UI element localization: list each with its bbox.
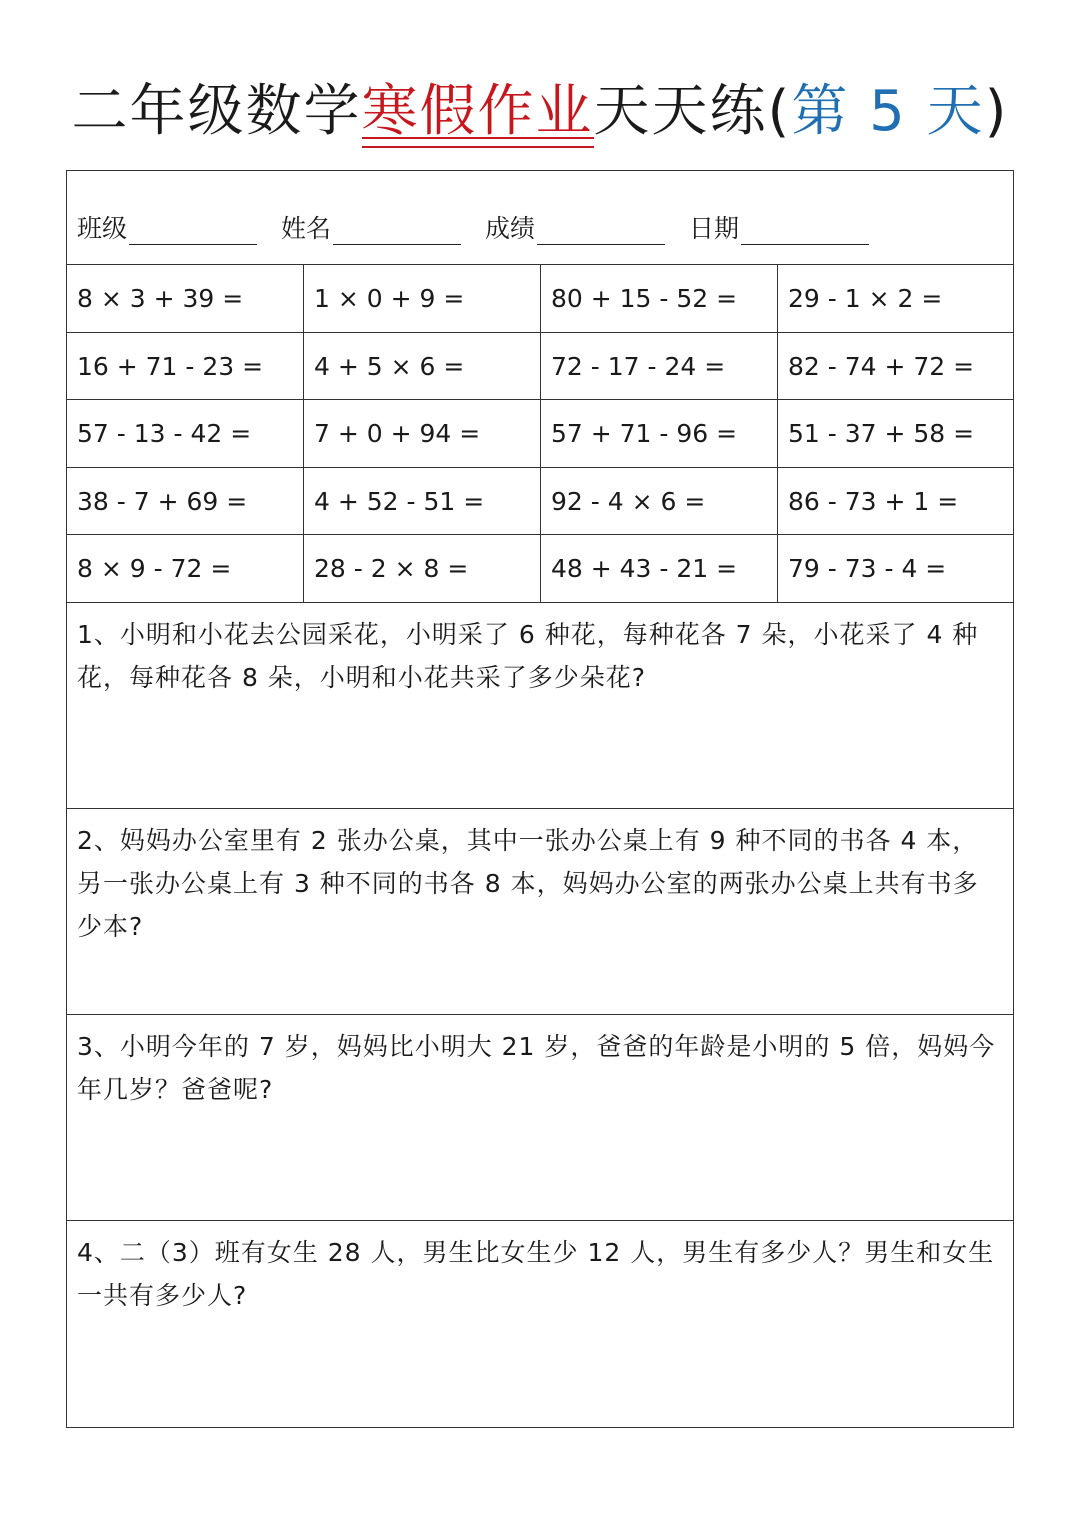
equation-cell: 51 - 37 + 58 = [778, 400, 1014, 468]
word-problem-2: 2、妈妈办公室里有 2 张办公桌，其中一张办公桌上有 9 种不同的书各 4 本，另一张办公桌上有 3 种不同的书各 8 本，妈妈办公室的两张办公桌上共有书多少本? [67, 809, 1013, 1015]
equation-cell: 86 - 73 + 1 = [778, 468, 1014, 536]
equation-cell: 8 × 9 - 72 = [67, 535, 304, 603]
equation-cell: 38 - 7 + 69 = [67, 468, 304, 536]
score-label: 成绩 [485, 214, 536, 243]
equation-cell: 57 + 71 - 96 = [541, 400, 778, 468]
equation-cell: 80 + 15 - 52 = [541, 265, 778, 333]
date-field[interactable] [689, 213, 869, 245]
equation-cell: 92 - 4 × 6 = [541, 468, 778, 536]
equation-cell: 72 - 17 - 24 = [541, 333, 778, 401]
equation-cell: 1 × 0 + 9 = [304, 265, 541, 333]
word-problem-1: 1、小明和小花去公园采花，小明采了 6 种花，每种花各 7 朵，小花采了 4 种花，每种花各 8 朵，小明和小花共采了多少朵花? [67, 603, 1013, 809]
title-part-1: 二年级数学 [71, 79, 362, 144]
score-field[interactable] [485, 213, 665, 245]
date-label: 日期 [689, 214, 740, 243]
equation-cell: 57 - 13 - 42 = [67, 400, 304, 468]
student-info-row [67, 171, 1013, 265]
equation-grid [67, 265, 1013, 603]
name-label: 姓名 [281, 214, 332, 243]
title-part-5: ) [984, 79, 1009, 144]
equation-cell: 79 - 73 - 4 = [778, 535, 1014, 603]
name-field[interactable] [281, 213, 461, 245]
word-problem-3: 3、小明今年的 7 岁，妈妈比小明大 21 岁，爸爸的年龄是小明的 5 倍，妈妈今年几岁？爸爸呢? [67, 1015, 1013, 1221]
class-label: 班级 [77, 214, 128, 243]
equation-cell: 7 + 0 + 94 = [304, 400, 541, 468]
equation-cell: 28 - 2 × 8 = [304, 535, 541, 603]
title-part-3: 天天练( [593, 79, 792, 144]
page-title [0, 72, 1080, 152]
word-problem-4: 4、二（3）班有女生 28 人，男生比女生少 12 人，男生有多少人？男生和女生一共有多少人? [77, 1238, 995, 1310]
score-blank[interactable] [537, 218, 665, 245]
date-blank[interactable] [741, 218, 869, 245]
equation-cell: 82 - 74 + 72 = [778, 333, 1014, 401]
equation-cell: 29 - 1 × 2 = [778, 265, 1014, 333]
equation-cell: 4 + 5 × 6 = [304, 333, 541, 401]
equation-cell: 48 + 43 - 21 = [541, 535, 778, 603]
equation-cell: 4 + 52 - 51 = [304, 468, 541, 536]
equation-cell: 8 × 3 + 39 = [67, 265, 304, 333]
class-blank[interactable] [129, 218, 257, 245]
title-highlight: 寒假作业 [362, 72, 594, 152]
name-blank[interactable] [333, 218, 461, 245]
class-field[interactable] [77, 213, 257, 245]
title-day: 第 5 天 [791, 79, 985, 144]
equation-cell: 16 + 71 - 23 = [67, 333, 304, 401]
worksheet [66, 170, 1014, 1428]
